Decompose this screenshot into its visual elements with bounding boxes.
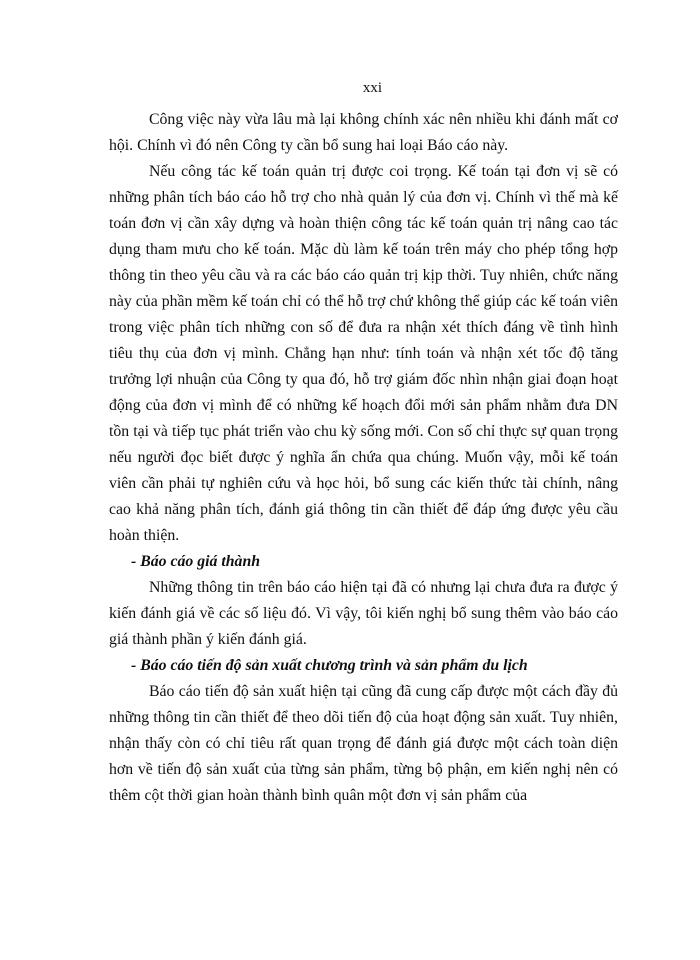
paragraph-cost-report: Những thông tin trên báo cáo hiện tại đã có nhưng lại chưa đưa ra được ý kiến đánh giá về các số liệu đó. Vì vậy, tôi kiến nghị bổ sung thêm vào báo cáo giá thành phần ý kiến đánh giá. <box>109 579 618 648</box>
paragraph-management-accounting: Nếu công tác kế toán quản trị được coi trọng. Kế toán tại đơn vị sẽ có những phân tích báo cáo hỗ trợ cho nhà quản lý của đơn vị. Chính vì thế mà kế toán đơn vị cần xây dựng và hoàn thiện công tác kế toán quản trị nâng cao tác dụng tham mưu cho kế toán. Mặc dù làm kế toán trên máy cho phép tổng hợp thông tin theo yêu cầu và ra các báo cáo quản trị kịp thời. Tuy nhiên, chức năng này của phần mềm kế toán chỉ có thể hỗ trợ chứ không thể giúp các kế toán viên trong việc phân tích những con số để đưa ra nhận xét thích đáng về tình hình tiêu thụ của đơn vị mình. Chẳng hạn như: tính toán và nhận xét tốc độ tăng trưởng lợi nhuận của Công ty qua đó, hỗ trợ giám đốc nhìn nhận giai đoạn hoạt động của đơn vị mình để có những kế hoạch đổi mới sản phẩm nhằm đưa DN tồn tại và tiếp tục phát triển vào chu kỳ sống mới. Con số chỉ thực sự quan trọng nếu người đọc biết được ý nghĩa ẩn chứa qua chúng. Muốn vậy, mỗi kế toán viên cần phải tự nghiên cứu và học hỏi, bổ sung các kiến thức tài chính, nâng cao khả năng phân tích, đánh giá thông tin cần thiết để đáp ứng được yêu cầu hoàn thiện. <box>109 163 618 544</box>
document-page <box>109 78 618 809</box>
heading-production-progress-report: - Báo cáo tiến độ sản xuất chương trình và sản phẩm du lịch <box>131 657 528 674</box>
heading-cost-report: - Báo cáo giá thành <box>131 553 261 570</box>
paragraph-intro: Công việc này vừa lâu mà lại không chính xác nên nhiều khi đánh mất cơ hội. Chính vì đó nên Công ty cần bổ sung hai loại Báo cáo này. <box>109 111 618 154</box>
page-number: xxi <box>362 80 383 96</box>
paragraph-production-progress: Báo cáo tiến độ sản xuất hiện tại cũng đã cung cấp được một cách đầy đủ những thông tin cần thiết để theo dõi tiến độ của hoạt động sản xuất. Tuy nhiên, nhận thấy còn có chỉ tiêu rất quan trọng để đánh giá được một cách toàn diện hơn về tiến độ sản xuất của từng sản phẩm, từng bộ phận, em kiến nghị nên có thêm cột thời gian hoàn thành bình quân một đơn vị sản phẩm của <box>109 683 618 804</box>
